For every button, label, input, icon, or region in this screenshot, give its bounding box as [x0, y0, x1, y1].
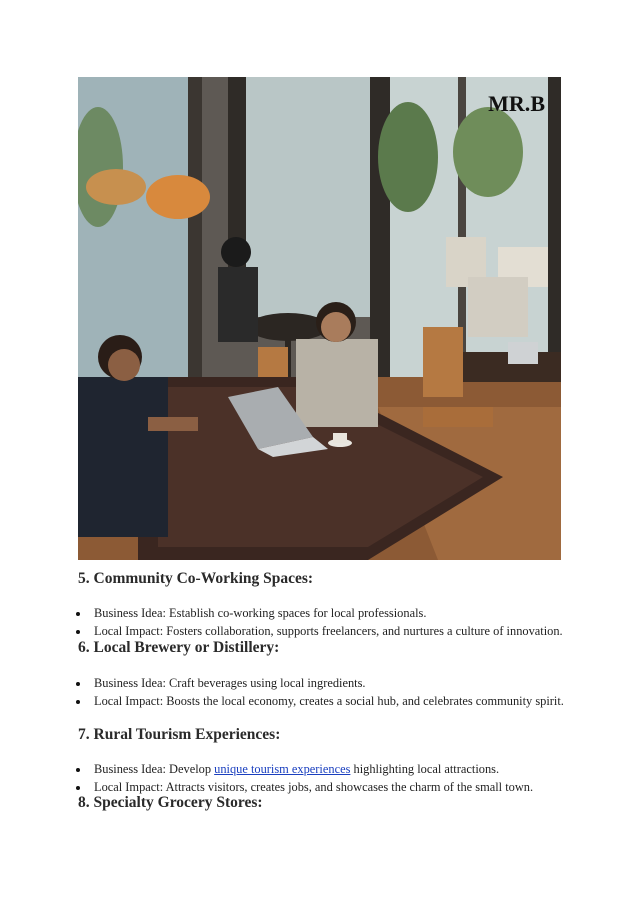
brand-logo [488, 91, 545, 117]
heading-local-brewery: 6. Local Brewery or Distillery: [78, 639, 280, 656]
item-text: Fosters collaboration, supports freelancers, and nurtures a culture of innovation. [166, 623, 563, 638]
item-text: Boosts the local economy, creates a social hub, and celebrates community spirit. [166, 693, 564, 708]
cafe-illustration [78, 77, 561, 560]
item-label: Business Idea: [94, 676, 166, 690]
logo-text-main: MR. [488, 91, 531, 116]
list-item [78, 623, 568, 641]
list-item [78, 605, 568, 623]
list-item [78, 675, 568, 693]
list-item [78, 693, 568, 711]
item-text: Establish co-working spaces for local professionals. [169, 606, 427, 620]
cafe-photo [78, 77, 561, 560]
heading-community-coworking: 5. Community Co-Working Spaces: [78, 570, 314, 587]
list-local-brewery [78, 675, 568, 710]
item-label: Local Impact: [94, 779, 164, 794]
item-text: Craft beverages using local ingredients. [169, 676, 366, 690]
item-label: Business Idea: [94, 606, 166, 620]
logo-text-letter: B [530, 91, 545, 116]
item-label: Business Idea: [94, 762, 166, 776]
tourism-experiences-link[interactable]: unique tourism experiences [214, 762, 351, 776]
list-rural-tourism [78, 761, 568, 796]
item-label: Local Impact: [94, 693, 164, 708]
item-text: highlighting local attractions. [353, 762, 500, 776]
item-text: Develop [169, 762, 212, 776]
heading-rural-tourism: 7. Rural Tourism Experiences: [78, 726, 281, 743]
list-item [78, 761, 568, 779]
item-text: Attracts visitors, creates jobs, and showcases the charm of the small town. [165, 779, 534, 794]
list-community-coworking [78, 605, 568, 640]
heading-specialty-grocery: 8. Specialty Grocery Stores: [78, 794, 263, 811]
item-label: Local Impact: [94, 623, 164, 638]
